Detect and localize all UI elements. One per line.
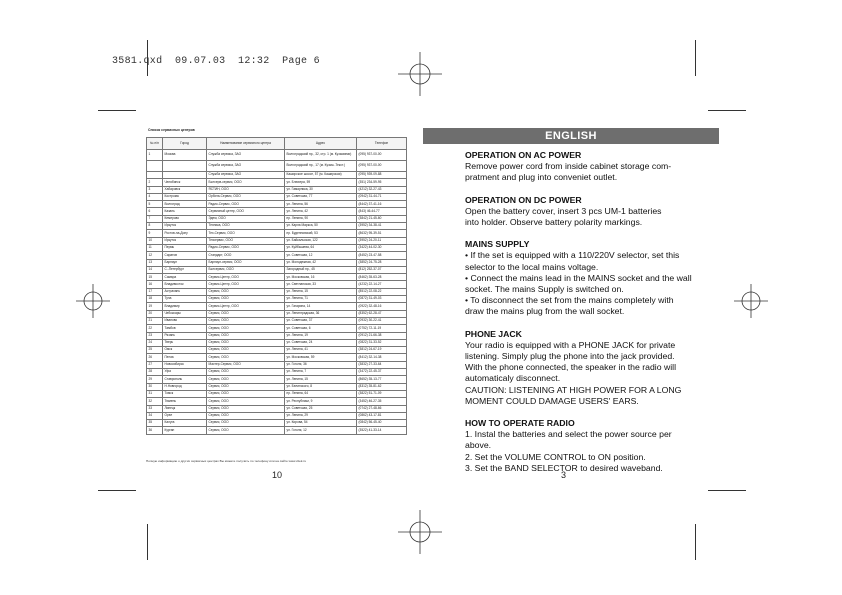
table-cell: Волгоградский пр., 17 (м. Кузьм.-Текст.) [285,161,357,172]
table-row [147,274,407,281]
table-row [147,281,407,288]
table-cell: (812) 252-37-07 [357,266,407,273]
table-cell: ул. Ленина, 15 [285,288,357,295]
table-row [147,288,407,295]
column-header: Наименование сервисного центра [207,138,285,150]
table-row [147,339,407,346]
table-row [147,161,407,172]
table-cell: ул. Ленина, 41 [285,347,357,354]
table-cell: С.-Петербург [163,266,207,273]
table-cell: Сервис-Центр, ООО [207,303,285,310]
table-cell: 1 [147,150,163,161]
section-dc-power [465,195,727,229]
registration-mark-bottom [398,510,442,554]
table-cell: Сервис, ООО [207,288,285,295]
table-header-row [147,138,407,150]
table-cell: Пермь [163,244,207,251]
table-cell: (0842) 56-45-40 [357,420,407,427]
section-ac-power [465,150,727,184]
table-cell: Хабаровск [163,186,207,193]
table-row [147,230,407,237]
table-cell: (095) 937-00-00 [357,150,407,161]
table-cell: Сервис-Центр, ООО [207,281,285,288]
table-cell: Сервис, ООО [207,405,285,412]
section-operate-radio [465,418,727,474]
section-mains-supply [465,239,727,317]
table-cell: (8442) 37-41-16 [357,201,407,208]
table-row [147,215,407,222]
table-cell: ЯСТИН, ООО [207,186,285,193]
table-row [147,172,407,179]
table-cell: 6 [147,208,163,215]
table-cell: Орел [163,412,207,419]
table-row [147,266,407,273]
table-cell: ул. Советская, 24 [285,339,357,346]
table-cell: (0742) 27-48-66 [357,405,407,412]
section-line: automaticaly disconnect. [465,373,561,384]
table-cell: пр. Ленина, 90 [285,215,357,222]
table-cell: 19 [147,303,163,310]
table-row [147,354,407,361]
table-cell: 12 [147,252,163,259]
section-line: 2. Set the VOLUME CONTROL to ON position. [465,451,646,462]
table-cell: 35 [147,420,163,427]
table-cell: ул. Ленина, 19 [285,332,357,339]
table-cell [147,172,163,179]
table-cell: Сервис, ООО [207,369,285,376]
table-cell: Стандарт, ООО [207,252,285,259]
table-cell: ул. Московская, 59 [285,354,357,361]
section-line: With the phone connected, the speaker in the radio will [465,362,677,373]
table-cell: Служба сервиса, ЗАО [207,150,285,161]
section-heading: HOW TO OPERATE RADIO [465,418,575,429]
table-cell: (3822) 51-71-09 [357,390,407,397]
table-cell [147,161,163,172]
table-cell: Волгоград [163,201,207,208]
table-cell: Иркутск [163,223,207,230]
table-cell: Калуга [163,420,207,427]
right-page-number: 3 [561,470,567,480]
section-line: listening. Simply plug the phone into the jack provided. [465,351,675,362]
table-cell: (4232) 22-14-27 [357,281,407,288]
table-cell: ул. Советская, 37 [285,317,357,324]
table-cell: (3522) 41-33-14 [357,427,407,434]
table-cell: Н.Новгород [163,383,207,390]
column-header: Адрес [285,138,357,150]
table-cell: 22 [147,325,163,332]
table-cell: Сервис, ООО [207,383,285,390]
section-phone-jack [465,329,727,407]
table-cell: (0752) 72-11-19 [357,325,407,332]
service-note: Полную информацию о других сервисных центрах Вы можете получить по телефону или на сайте www.vitek.ru [146,459,307,463]
table-cell: 29 [147,376,163,383]
left-page-number: 10 [272,470,283,480]
table-cell: (3842) 21-45-60 [357,215,407,222]
table-cell: 14 [147,266,163,273]
table-cell: (8312) 35-81-62 [357,383,407,390]
table-cell: Курган [163,427,207,434]
table-cell: ул. Карла Маркса, 50 [285,223,357,230]
table-cell: ул. Гоголя, 36 [285,361,357,368]
table-cell: Сервис, ООО [207,390,285,397]
table-cell: Сервисный центр, ООО [207,208,285,215]
section-line: • To disconnect the set from the mains completely with [465,295,674,306]
crop-mark-tr-h [708,110,746,111]
table-cell: Владивосток [163,281,207,288]
table-cell: (8632) 95-39-51 [357,230,407,237]
table-cell: Сервис-Центр, ООО [207,274,285,281]
table-cell: 11 [147,244,163,251]
table-cell: Владимир [163,303,207,310]
table-cell: Сервис, ООО [207,339,285,346]
registration-mark-right [734,284,768,318]
table-cell: (0822) 31-33-52 [357,339,407,346]
table-cell: Тверь [163,339,207,346]
table-cell: 25 [147,347,163,354]
crop-mark-bl-h [98,490,136,491]
table-cell: ул. Светланская, 33 [285,281,357,288]
section-line: selector to the local mains voltage. [465,261,599,272]
table-cell: 9 [147,230,163,237]
table-cell: 7 [147,215,163,222]
table-cell: Сервис, ООО [207,347,285,354]
table-cell: (0942) 31-44-71 [357,193,407,200]
table-row [147,296,407,303]
table-cell: 21 [147,317,163,324]
column-header: Город [163,138,207,150]
table-cell: Эдем, ООО [207,215,285,222]
table-cell: Сервис, ООО [207,427,285,434]
table-cell: Каширское шоссе, 57 (м. Каширская) [285,172,357,179]
section-line: MOMENT COULD DAMAGE USERS' EARS. [465,395,639,406]
table-cell: Сервис, ООО [207,398,285,405]
table-cell: 10 [147,237,163,244]
table-cell: Сервис, ООО [207,310,285,317]
table-cell: Сервис, ООО [207,354,285,361]
table-cell: пр. Ленина, 64 [285,390,357,397]
table-cell: (8512) 22-08-22 [357,288,407,295]
table-cell: Тула [163,296,207,303]
table-cell: (0862) 43-17-81 [357,412,407,419]
table-cell: 32 [147,398,163,405]
table-cell: Загородный пр., 45 [285,266,357,273]
table-cell: ул. Ленина, 7 [285,369,357,376]
table-cell: 33 [147,405,163,412]
table-cell: Липецк [163,405,207,412]
table-cell: Самара [163,274,207,281]
table-cell: (3452) 46-27-35 [357,398,407,405]
table-cell: 16 [147,281,163,288]
section-line: socket. The mains Supply is switched on. [465,284,624,295]
table-cell: Тамбов [163,325,207,332]
table-cell: Орбита-Сервис, ООО [207,193,285,200]
table-row [147,412,407,419]
section-heading: OPERATION ON DC POWER [465,194,582,205]
table-cell: 34 [147,412,163,419]
table-cell: Иркутск [163,237,207,244]
table-row [147,405,407,412]
table-row [147,303,407,310]
table-cell: 13 [147,259,163,266]
table-row [147,325,407,332]
table-cell: 30 [147,383,163,390]
table-row [147,369,407,376]
table-cell: (8462) 35-63-28 [357,274,407,281]
table-row [147,361,407,368]
table-cell: Казань [163,208,207,215]
table-cell: 27 [147,361,163,368]
instructions-content [465,150,727,474]
section-line: • Connect the mains lead in the MAINS socket and the wall [465,272,692,283]
table-row [147,398,407,405]
table-cell: Саратов [163,252,207,259]
table-cell: 18 [147,296,163,303]
table-cell: ул. Ленина, 56 [285,201,357,208]
table-cell: (3952) 24-20-11 [357,237,407,244]
table-cell: ул. Гоголя, 12 [285,427,357,434]
table-cell: 5 [147,201,163,208]
table-cell: Кемерово [163,215,207,222]
section-line: pratment and plug into conveniet outlet. [465,172,618,183]
table-cell: (8452) 23-47-58 [357,252,407,259]
service-centers-table [146,137,407,435]
table-cell: ул. Московская, 16 [285,274,357,281]
table-cell: Чебоксары [163,310,207,317]
table-cell: Ростов-на-Дону [163,230,207,237]
section-line: CAUTION: LISTENING AT HIGH POWER FOR A LONG [465,384,682,395]
table-cell: Бытсерв-сервис, ООО [207,179,285,186]
table-cell: Сервис, ООО [207,332,285,339]
table-cell: Сервис, ООО [207,325,285,332]
table-cell: 15 [147,274,163,281]
column-header: Телефон [357,138,407,150]
table-cell: (8412) 32-14-38 [357,354,407,361]
table-cell: Тюмень [163,398,207,405]
table-cell: Техника, ООО [207,223,285,230]
table-row [147,420,407,427]
table-cell: 20 [147,310,163,317]
table-row [147,347,407,354]
table-cell: ул. Советская, 25 [285,405,357,412]
registration-mark-top [398,52,442,96]
table-cell: 24 [147,339,163,346]
table-row [147,390,407,397]
table-cell: ул. Ленина, 29 [285,412,357,419]
table-cell: (3952) 34-38-41 [357,223,407,230]
column-header: № п/п [147,138,163,150]
table-cell: Радио-Сервис, ООО [207,201,285,208]
table-row [147,208,407,215]
table-cell: 2 [147,179,163,186]
table-cell: ул. Советская, 6 [285,325,357,332]
table-cell: Барнаул [163,259,207,266]
table-cell: 3 [147,186,163,193]
service-centers-title: Список сервисных центров [148,128,195,132]
crop-mark-tr-v [695,40,696,76]
table-cell: (3422) 44-02-30 [357,244,407,251]
table-cell: Волгоградский пр., 32, стр. 1 (м. Кузьминки) [285,150,357,161]
crop-mark-tl-h [98,110,136,111]
section-line: above. [465,440,492,451]
table-cell: Служба сервиса, ЗАО [207,172,285,179]
table-cell: 17 [147,288,163,295]
table-cell: Сервис, ООО [207,420,285,427]
table-row [147,383,407,390]
table-row [147,252,407,259]
table-cell: Барнаул-сервис, ООО [207,259,285,266]
table-cell: 8 [147,223,163,230]
section-line: into holder. Observe battery polarity markings. [465,217,643,228]
table-cell: 23 [147,332,163,339]
table-cell: 4 [147,193,163,200]
table-row [147,201,407,208]
table-row [147,193,407,200]
table-cell: ул. Кирова, 54 [285,420,357,427]
table-cell: Пенза [163,354,207,361]
section-line: Remove power cord from inside cabinet storage com- [465,161,672,172]
table-row [147,179,407,186]
table-cell: Омск [163,347,207,354]
table-cell: Радио-Сервис, ООО [207,244,285,251]
table-cell: Челябинск [163,179,207,186]
table-cell: Москва [163,150,207,161]
table-cell: ул. Молодежная, 42 [285,259,357,266]
table-row [147,186,407,193]
table-cell: ул. Ленина, 71 [285,296,357,303]
language-header: ENGLISH [423,128,719,144]
table-row [147,332,407,339]
table-cell: Уфа [163,369,207,376]
table-row [147,259,407,266]
table-cell: (0872) 31-49-03 [357,296,407,303]
table-row [147,317,407,324]
registration-mark-left [76,284,110,318]
table-cell: ул. Республики, 9 [285,398,357,405]
section-line: Your radio is equipped with a PHONE JACK for private [465,339,676,350]
table-cell: (4212) 32-27-43 [357,186,407,193]
section-heading: OPERATION ON AC POWER [465,150,582,160]
table-cell: (095) 939-09-88 [357,172,407,179]
table-row [147,427,407,434]
table-cell: Тех-Сервис, ООО [207,230,285,237]
table-row [147,244,407,251]
table-cell: Сервис, ООО [207,317,285,324]
section-line: 3. Set the BAND SELECTOR to desired waveband. [465,462,663,473]
section-line: 1. Instal the batteries and select the power source per [465,429,672,440]
table-cell: Астрахань [163,288,207,295]
table-row [147,237,407,244]
table-cell: Бытсервис, ООО [207,266,285,273]
table-cell: Томск [163,390,207,397]
table-cell: ул. Гамарника, 30 [285,186,357,193]
table-cell: ул. Советская, 12 [285,252,357,259]
table-cell: ул. Байкальская, 122 [285,237,357,244]
table-cell: Сервис, ООО [207,296,285,303]
table-cell: (3812) 24-67-19 [357,347,407,354]
section-line: • If the set is equipped with a 110/220V selector, set this [465,250,680,261]
print-slug: 3581.qxd 09.07.03 12:32 Page 6 [112,56,320,67]
table-cell: (0932) 30-22-41 [357,317,407,324]
table-cell: (0922) 32-48-16 [357,303,407,310]
table-cell: (3852) 24-75-28 [357,259,407,266]
table-cell [163,161,207,172]
table-cell: (3832) 27-33-64 [357,361,407,368]
crop-mark-tl-v [147,40,148,76]
table-cell: (0912) 21-66-38 [357,332,407,339]
table-cell: (095) 937-00-00 [357,161,407,172]
table-cell: 36 [147,427,163,434]
table-row [147,150,407,161]
table-cell: ул. Ленина, 42 [285,208,357,215]
section-heading: PHONE JACK [465,328,522,339]
table-cell: 28 [147,369,163,376]
table-cell: Мастер-Сервис, ООО [207,361,285,368]
table-cell: (351) 234-59-95 [357,179,407,186]
crop-mark-bl-v [147,524,148,560]
table-row [147,310,407,317]
table-cell: Кострома [163,193,207,200]
table-row [147,376,407,383]
table-cell: Служба сервиса, ЗАО [207,161,285,172]
table-cell: Рязань [163,332,207,339]
table-cell: Новосибирск [163,361,207,368]
table-cell: ул. Ленинградская, 36 [285,310,357,317]
table-cell: (8352) 62-28-47 [357,310,407,317]
table-cell: пр. Буденновский, 53 [285,230,357,237]
table-cell: (8652) 35-13-77 [357,376,407,383]
table-cell: 31 [147,390,163,397]
section-line: draw the mains plug from the wall socket. [465,306,625,317]
crop-mark-br-v [695,524,696,560]
table-cell: ул. Гагарина, 14 [285,303,357,310]
table-cell: ул. Советская, 77 [285,193,357,200]
table-cell: Иваново [163,317,207,324]
table-cell: ул. Белинского, 8 [285,383,357,390]
table-cell: 26 [147,354,163,361]
table-cell: (843) 46-44-77 [357,208,407,215]
table-row [147,223,407,230]
section-line: Open the battery cover, insert 3 pcs UM-1 batteries [465,205,662,216]
table-cell: Сервис, ООО [207,412,285,419]
table-cell: ул. Куйбышева, 64 [285,244,357,251]
table-cell: (3472) 22-45-37 [357,369,407,376]
table-cell: Техсервис, ООО [207,237,285,244]
table-cell: ул. Блюхера, 59 [285,179,357,186]
table-cell: Сервис, ООО [207,376,285,383]
table-cell: Ставрополь [163,376,207,383]
crop-mark-br-h [708,490,746,491]
table-cell: ул. Ленина, 15 [285,376,357,383]
section-heading: MAINS SUPPLY [465,239,530,250]
table-cell [163,172,207,179]
